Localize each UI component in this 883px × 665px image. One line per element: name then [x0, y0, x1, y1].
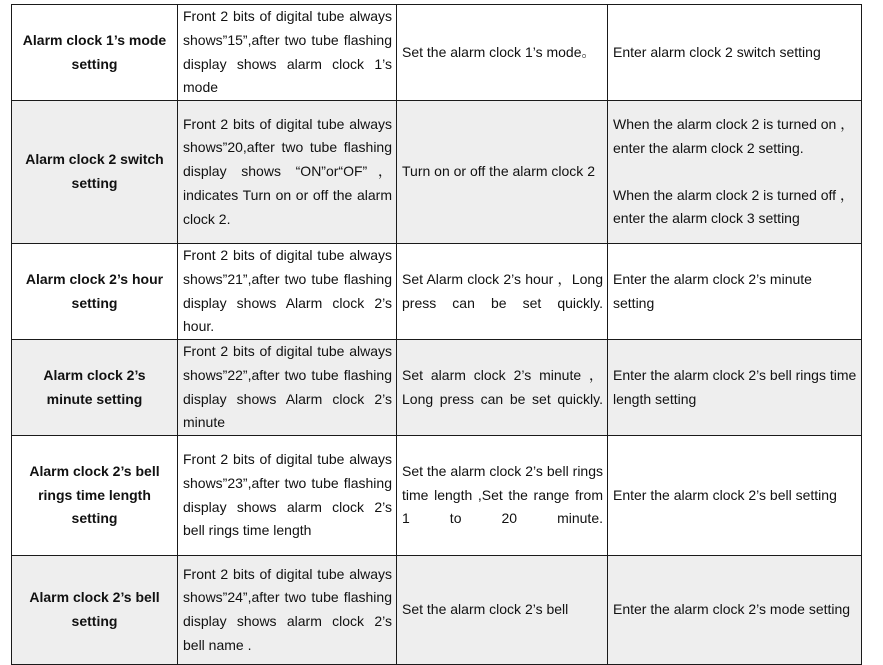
- display-description-cell: Front 2 bits of digital tube always shows”23”,after two tube flashing display shows alarm clock 2’s bell rings time length: [178, 436, 397, 556]
- setting-name-cell: Alarm clock 2’s bell setting: [12, 556, 178, 665]
- function-cell: Set Alarm clock 2’s hour ，Long press can be set quickly.: [397, 244, 608, 340]
- display-description-cell: Front 2 bits of digital tube always shows”20,after two tube flashing display shows “ON”or“OF”，indicates Turn on or off the alarm clock 2.: [178, 101, 397, 244]
- function-cell: Set the alarm clock 1’s mode。: [397, 5, 608, 101]
- next-step-on-text: When the alarm clock 2 is turned on ， enter the alarm clock 2 setting.: [613, 116, 855, 156]
- display-description-cell: Front 2 bits of digital tube always shows”21”,after two tube flashing display shows Alarm clock 2’s hour.: [178, 244, 397, 340]
- settings-table: [11, 4, 862, 665]
- function-cell: Set the alarm clock 2’s bell: [397, 556, 608, 665]
- table-row: [12, 244, 862, 340]
- next-step-cell: Enter alarm clock 2 switch setting: [608, 5, 862, 101]
- next-step-cell: [608, 101, 862, 244]
- table-row: [12, 436, 862, 556]
- next-step-cell: Enter the alarm clock 2’s minute setting: [608, 244, 862, 340]
- next-step-cell: Enter the alarm clock 2’s bell setting: [608, 436, 862, 556]
- display-description-cell: Front 2 bits of digital tube always shows”15”,after two tube flashing display shows alarm clock 1’s mode: [178, 5, 397, 101]
- setting-name-cell: Alarm clock 1’s mode setting: [12, 5, 178, 101]
- function-cell: Set the alarm clock 2’s bell rings time length ,Set the range from 1 to 20 minute.: [397, 436, 608, 556]
- setting-name-cell: Alarm clock 2’s minute setting: [12, 340, 178, 436]
- table-row: [12, 556, 862, 665]
- next-step-cell: Enter the alarm clock 2’s bell rings time length setting: [608, 340, 862, 436]
- table-row: [12, 340, 862, 436]
- function-cell: Set alarm clock 2’s minute ，Long press can be set quickly.: [397, 340, 608, 436]
- display-description-cell: Front 2 bits of digital tube always shows”24”,after two tube flashing display shows alarm clock 2’s bell name .: [178, 556, 397, 665]
- next-step-off-text: When the alarm clock 2 is turned off ，enter the alarm clock 3 setting: [613, 186, 854, 227]
- paragraph-gap: [613, 161, 857, 184]
- table-row: [12, 5, 862, 101]
- setting-name-cell: Alarm clock 2 switch setting: [12, 101, 178, 244]
- setting-name-cell: Alarm clock 2’s hour setting: [12, 244, 178, 340]
- setting-name-cell: Alarm clock 2’s bell rings time length setting: [12, 436, 178, 556]
- display-description-cell: Front 2 bits of digital tube always shows”22”,after two tube flashing display shows Alarm clock 2’s minute: [178, 340, 397, 436]
- table-row: [12, 101, 862, 244]
- function-cell: Turn on or off the alarm clock 2: [397, 101, 608, 244]
- next-step-cell: Enter the alarm clock 2’s mode setting: [608, 556, 862, 665]
